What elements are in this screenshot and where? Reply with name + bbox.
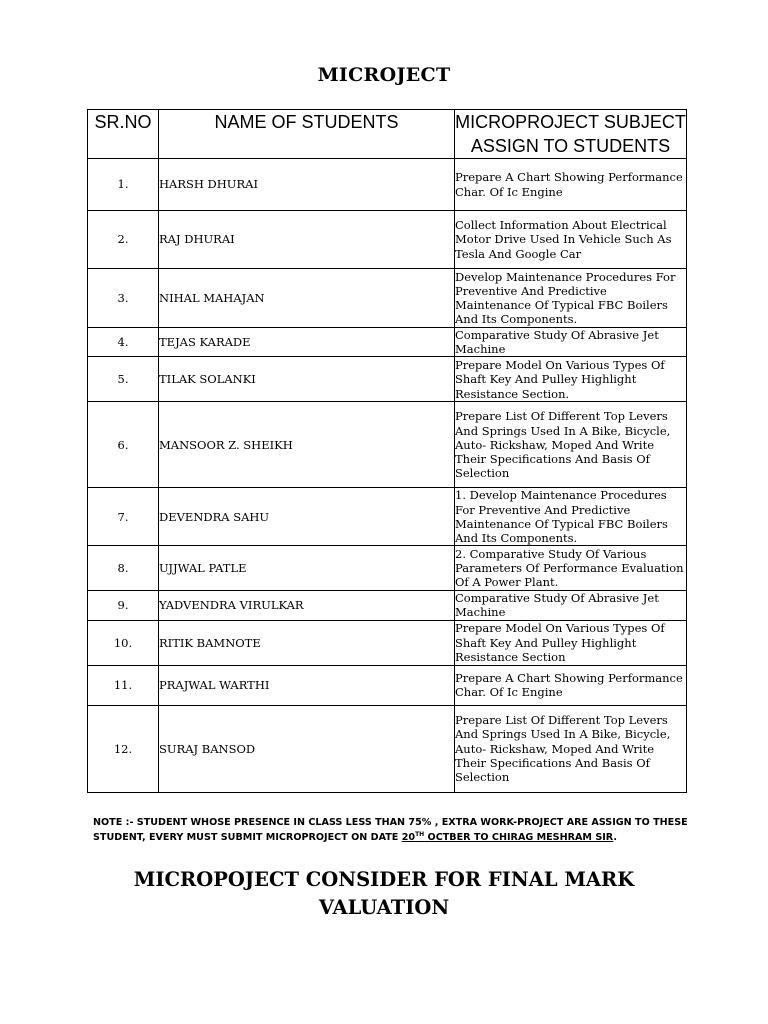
table-row: [88, 705, 687, 792]
student-name-cell: SURAJ BANSOD: [159, 705, 455, 792]
subject-cell: Collect Information About Electrical Motor Drive Used In Vehicle Such As Tesla And Google Car: [455, 211, 687, 269]
student-name-cell: YADVENDRA VIRULKAR: [159, 591, 455, 620]
student-name-cell: TILAK SOLANKI: [159, 357, 455, 402]
student-name-cell: UJJWAL PATLE: [159, 546, 455, 591]
sr-no-cell: 5.: [88, 357, 159, 402]
student-name-cell: HARSH DHURAI: [159, 159, 455, 211]
table-row: [88, 159, 687, 211]
sr-no-cell: 9.: [88, 591, 159, 620]
subject-cell: Prepare A Chart Showing Performance Char. Of Ic Engine: [455, 159, 687, 211]
subject-cell: Prepare List Of Different Top Levers And Springs Used In A Bike, Bicycle, Auto- Rickshaw, Moped And Write Their Specifications And Basis Of Selection: [455, 402, 687, 488]
header-sr-no: SR.NO: [88, 110, 159, 159]
date-suffix: TH: [415, 831, 425, 838]
sr-no-cell: 10.: [88, 620, 159, 665]
subject-cell: Prepare List Of Different Top Levers And Springs Used In A Bike, Bicycle, Auto- Rickshaw, Moped And Write Their Specifications And Basis Of Selection: [455, 705, 687, 792]
footer-line1: MICROPOJECT CONSIDER FOR FINAL MARK: [133, 868, 635, 891]
table-row: [88, 357, 687, 402]
table-row: [88, 620, 687, 665]
table-row: [88, 488, 687, 546]
sr-no-cell: 7.: [88, 488, 159, 546]
note-end: .: [613, 832, 618, 843]
subject-cell: 1. Develop Maintenance Procedures For Preventive And Predictive Maintenance Of Typical FBC Boilers And Its Components.: [455, 488, 687, 546]
student-name-cell: PRAJWAL WARTHI: [159, 665, 455, 705]
note-text: NOTE :- STUDENT WHOSE PRESENCE IN CLASS LESS THAN 75% , EXTRA WORK-PROJECT ARE ASSIGN TO THESE STUDENT, EVERY MUST SUBMIT MICROPROJECT ON DATE: [93, 817, 688, 843]
date-day: 20: [401, 832, 416, 843]
sr-no-cell: 4.: [88, 328, 159, 357]
sr-no-cell: 12.: [88, 705, 159, 792]
student-name-cell: MANSOOR Z. SHEIKH: [159, 402, 455, 488]
student-name-cell: TEJAS KARADE: [159, 328, 455, 357]
sr-no-cell: 2.: [88, 211, 159, 269]
subject-cell: Prepare Model On Various Types Of Shaft Key And Pulley Highlight Resistance Section.: [455, 357, 687, 402]
subject-cell: Develop Maintenance Procedures For Preventive And Predictive Maintenance Of Typical FBC Boilers And Its Components.: [455, 269, 687, 328]
subject-cell: 2. Comparative Study Of Various Parameters Of Performance Evaluation Of A Power Plant.: [455, 546, 687, 591]
header-subject-line1: MICROPROJECT SUBJECT: [455, 112, 686, 132]
table-row: [88, 402, 687, 488]
page-title: MICROJECT: [317, 64, 451, 86]
subject-cell: Comparative Study Of Abrasive Jet Machine: [455, 328, 687, 357]
header-subject-line2: ASSIGN TO STUDENTS: [470, 136, 671, 156]
sr-no-cell: 11.: [88, 665, 159, 705]
sr-no-cell: 1.: [88, 159, 159, 211]
subject-cell: Prepare A Chart Showing Performance Char. Of Ic Engine: [455, 665, 687, 705]
table-row: [88, 665, 687, 705]
sr-no-cell: 8.: [88, 546, 159, 591]
students-table: [87, 109, 687, 793]
header-microproject-subject: [455, 110, 687, 159]
sr-no-cell: 6.: [88, 402, 159, 488]
date-rest: OCTBER TO CHIRAG MESHRAM SIR: [424, 832, 614, 843]
student-name-cell: NIHAL MAHAJAN: [159, 269, 455, 328]
submission-date: [402, 832, 614, 843]
table-row: [88, 591, 687, 620]
table-row: [88, 211, 687, 269]
sr-no-cell: 3.: [88, 269, 159, 328]
subject-cell: Comparative Study Of Abrasive Jet Machine: [455, 591, 687, 620]
student-name-cell: RITIK BAMNOTE: [159, 620, 455, 665]
table-row: [88, 328, 687, 357]
student-name-cell: DEVENDRA SAHU: [159, 488, 455, 546]
subject-cell: Prepare Model On Various Types Of Shaft Key And Pulley Highlight Resistance Section: [455, 620, 687, 665]
footer-line2: VALUATION: [318, 896, 450, 919]
note-paragraph: [93, 815, 693, 845]
student-name-cell: RAJ DHURAI: [159, 211, 455, 269]
footer-title: [0, 866, 768, 922]
table-row: [88, 546, 687, 591]
table-header-row: [88, 110, 687, 159]
header-name-of-students: NAME OF STUDENTS: [159, 110, 455, 159]
table-row: [88, 269, 687, 328]
